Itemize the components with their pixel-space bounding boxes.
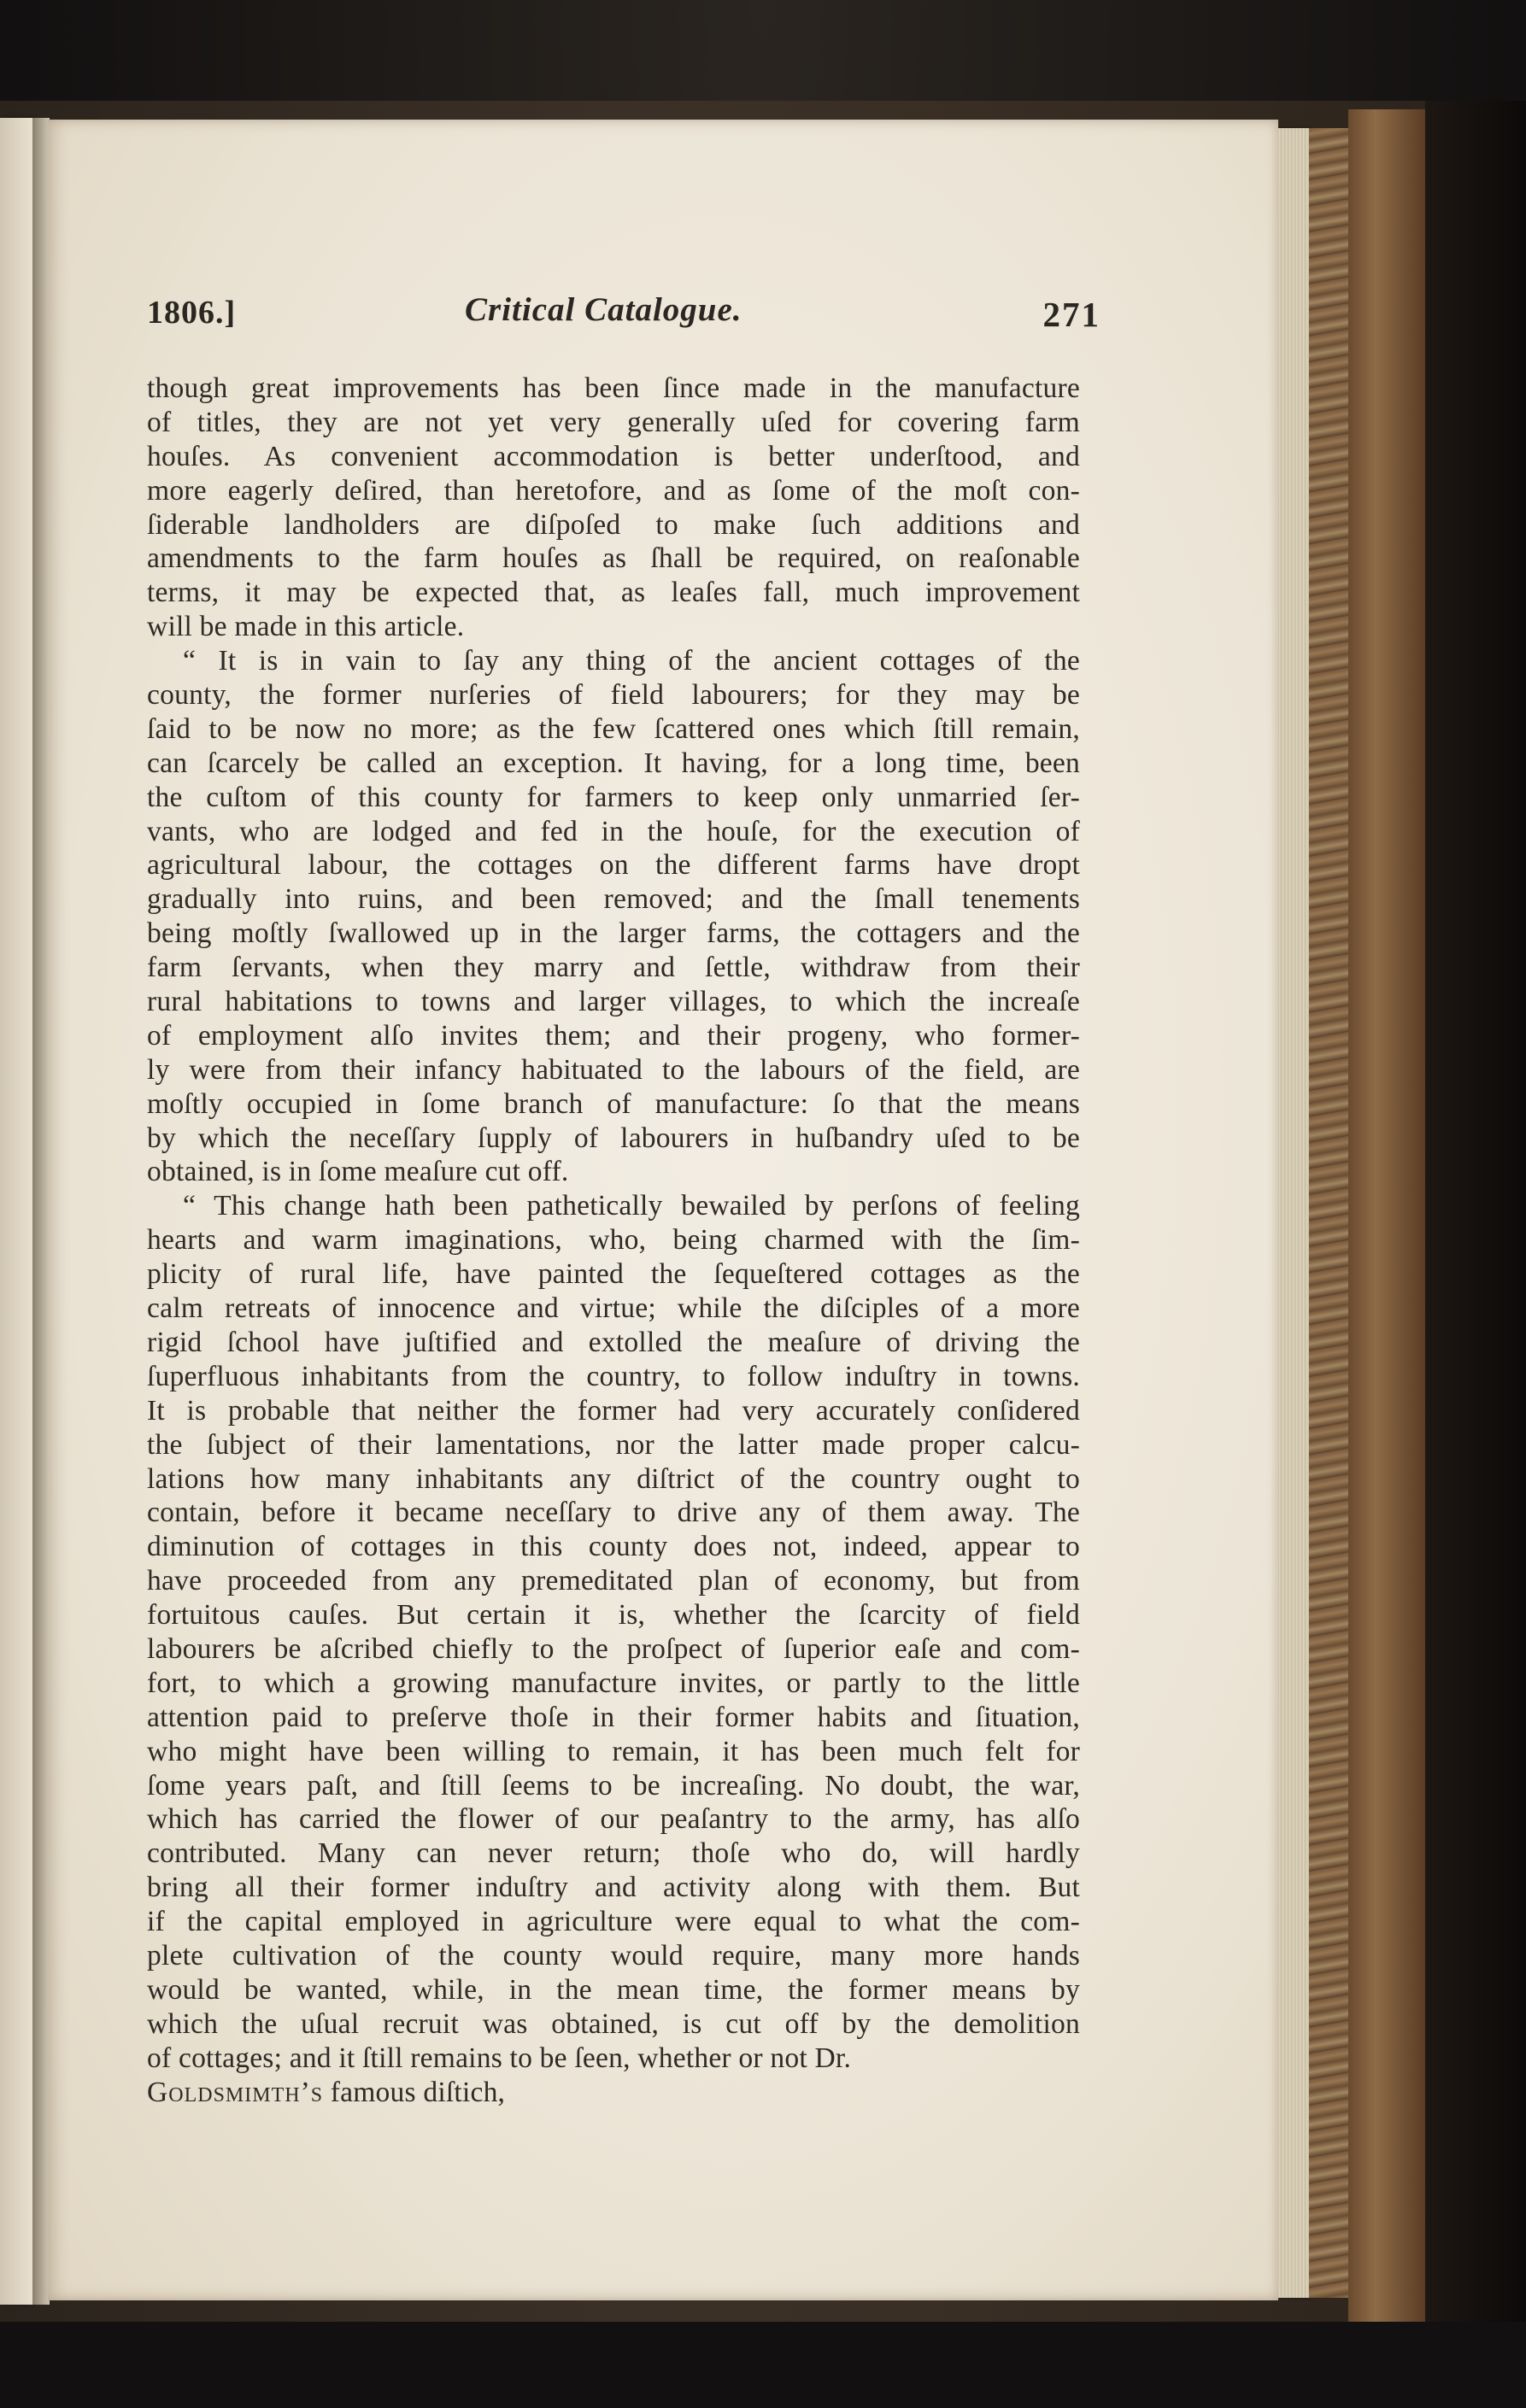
text-line: would be wanted, while, in the mean time, the former means by — [147, 1973, 1080, 2006]
text-line: hearts and warm imaginations, who, being charmed with the ſim- — [147, 1224, 1080, 1257]
text-line: contain, before it became neceſſary to drive any of them away. The — [147, 1497, 1080, 1529]
text-line: It is probable that neither the former had very accurately conſidered — [147, 1394, 1080, 1427]
text-line: which the uſual recruit was obtained, is cut off by the demolition — [147, 2007, 1080, 2040]
text-line: diminution of cottages in this county does not, indeed, appear to — [147, 1531, 1080, 1563]
text-line: houſes. As convenient accommodation is better underſtood, and — [147, 440, 1080, 472]
text-line: calm retreats of innocence and virtue; while the diſciples of a more — [147, 1292, 1080, 1325]
text-line: being moſtly ſwallowed up in the larger farms, the cottagers and the — [147, 917, 1080, 950]
text-line: ly were from their infancy habituated to the labours of the field, are — [147, 1053, 1080, 1086]
text-line: of titles, they are not yet very generally uſed for covering farm — [147, 406, 1080, 438]
text-line: of cottages; and it ſtill remains to be ſeen, whether or not Dr. — [147, 2042, 852, 2074]
closing-line — [147, 2076, 1080, 2110]
text-line: have proceeded from any premeditated plan of economy, but from — [147, 1565, 1080, 1597]
text-line: agricultural labour, the cottages on the different farms have dropt — [147, 849, 1080, 882]
text-line: ſome years paſt, and ſtill ſeems to be increaſing. No doubt, the war, — [147, 1769, 1080, 1802]
text-line: ſuperfluous inhabitants from the country, to follow induſtry in towns. — [147, 1360, 1080, 1392]
text-line: vants, who are lodged and fed in the houſe, for the execution of — [147, 815, 1080, 847]
text-line: will be made in this article. — [147, 611, 465, 643]
text-line: labourers be aſcribed chiefly to the proſpect of ſuperior eaſe and com- — [147, 1632, 1080, 1665]
body-text — [147, 372, 1080, 2109]
text-line: attention paid to preſerve thoſe in their former habits and ſituation, — [147, 1701, 1080, 1733]
text-line: ſiderable landholders are diſpoſed to make ſuch additions and — [147, 508, 1080, 541]
gutter — [32, 118, 50, 2305]
text-line: rural habitations to towns and larger villages, to which the increaſe — [147, 986, 1080, 1018]
text-line: more eagerly deſired, than heretofore, and as ſome of the moſt con- — [147, 474, 1080, 507]
left-page-edge — [0, 118, 32, 2305]
paragraph-2 — [147, 644, 1080, 1189]
paragraph-3 — [147, 1189, 1080, 2075]
background-shadow — [1425, 101, 1526, 2322]
text-line: who might have been willing to remain, it has been much felt for — [147, 1735, 1080, 1767]
text-line: ſaid to be now no more; as the few ſcattered ones which ſtill remain, — [147, 712, 1080, 745]
text-line: moſtly occupied in ſome branch of manufacture: ſo that the means — [147, 1087, 1080, 1120]
text-line: “ It is in vain to ſay any thing of the ancient cottages of the — [183, 645, 1080, 677]
text-line: by which the neceſſary ſupply of labourers in huſbandry uſed to be — [147, 1122, 1080, 1154]
text-line: can ſcarcely be called an exception. It having, for a long time, been — [147, 747, 1080, 779]
text-line: amendments to the farm houſes as ſhall be required, on reaſonable — [147, 542, 1080, 575]
marbled-fore-edge — [1309, 128, 1348, 2298]
text-line: obtained, is in ſome meaſure cut off. — [147, 1156, 569, 1188]
text-line: lations how many inhabitants any diſtrict of the country ought to — [147, 1462, 1080, 1495]
text-line: bring all their former induſtry and activity along with them. But — [147, 1872, 1080, 1904]
text-line: fort, to which a growing manufacture invites, or partly to the little — [147, 1667, 1080, 1699]
author-name: Goldsmimth’s — [147, 2076, 324, 2108]
text-line: plicity of rural life, have painted the ſequeſtered cottages as the — [147, 1258, 1080, 1291]
paragraph-1 — [147, 372, 1080, 644]
text-line: if the capital employed in agriculture were equal to what the com- — [147, 1906, 1080, 1938]
running-head — [147, 291, 1100, 345]
page-stack — [1277, 128, 1309, 2298]
text-line: county, the former nurſeries of field labourers; for they may be — [147, 679, 1080, 712]
text-line: though great improvements has been ſince made in the manufacture — [147, 372, 1080, 404]
text-line: of employment alſo invites them; and their progeny, who former- — [147, 1019, 1080, 1052]
text-line: rigid ſchool have juſtified and extolled the meaſure of driving the — [147, 1326, 1080, 1358]
text-line: contributed. Many can never return; thoſe who do, will hardly — [147, 1837, 1080, 1870]
text-line: plete cultivation of the county would require, many more hands — [147, 1939, 1080, 1972]
text-line: the cuſtom of this county for farmers to keep only unmarried ſer- — [147, 781, 1080, 813]
header-title: Critical Catalogue. — [465, 291, 742, 328]
text-line: terms, it may be expected that, as leaſes fall, much improvement — [147, 577, 1080, 609]
header-year: 1806.] — [147, 295, 237, 331]
text-line: which has carried the flower of our peaſantry to the army, has alſo — [147, 1803, 1080, 1836]
leather-board-edge — [1348, 109, 1425, 2322]
closing-text: famous diſtich, — [323, 2076, 506, 2108]
page-number: 271 — [1042, 295, 1100, 334]
text-line: gradually into ruins, and been removed; and the ſmall tenements — [147, 883, 1080, 916]
text-line: “ This change hath been pathetically bewailed by perſons of feeling — [183, 1190, 1080, 1222]
text-line: fortuitous cauſes. But certain it is, whether the ſcarcity of field — [147, 1599, 1080, 1632]
text-line: farm ſervants, when they marry and ſettle, withdraw from their — [147, 952, 1080, 984]
text-line: the ſubject of their lamentations, nor the latter made proper calcu- — [147, 1428, 1080, 1461]
